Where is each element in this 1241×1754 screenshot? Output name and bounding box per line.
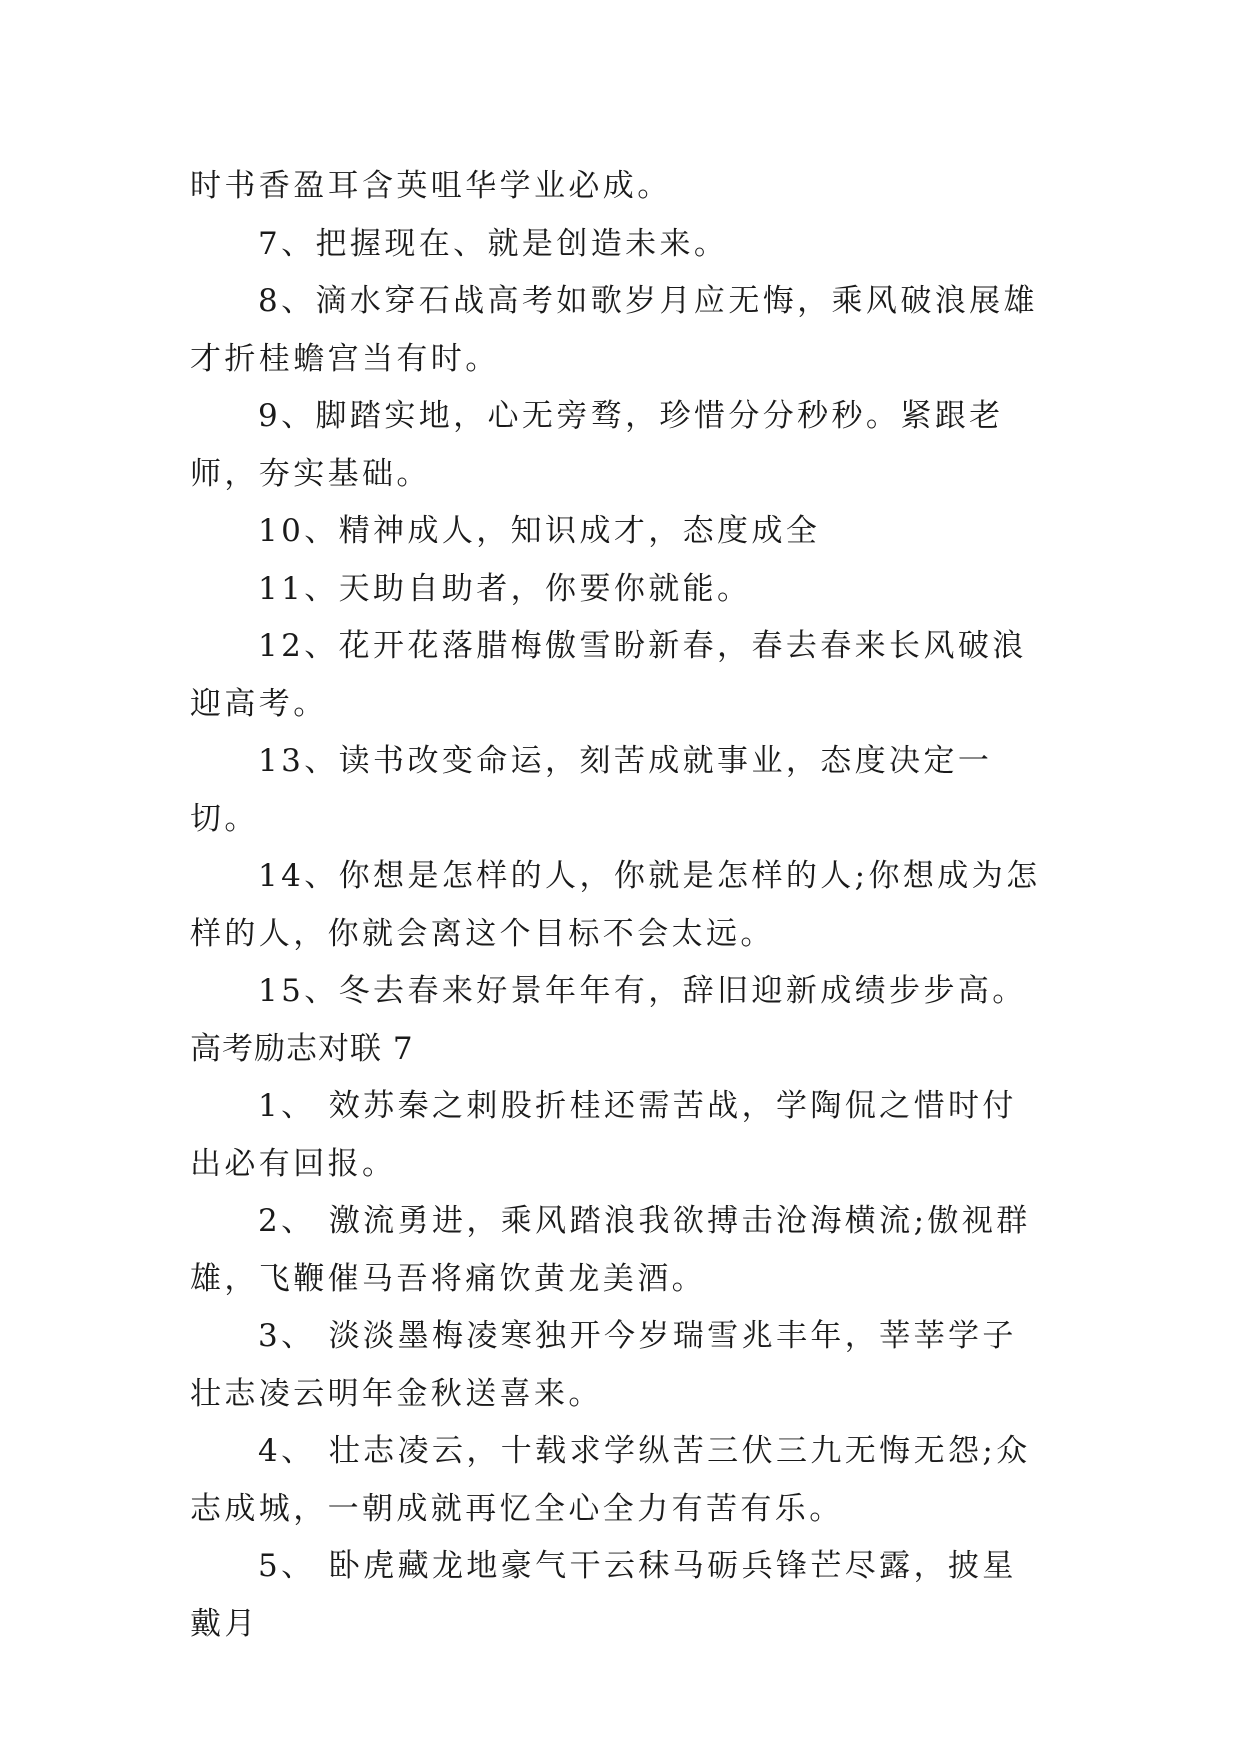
couplet-item-12: 12、花开花落腊梅傲雪盼新春，春去春来长风破浪迎高考。 — [190, 628, 1027, 722]
couplet-item-1: 1、 效苏秦之刺股折桂还需苦战，学陶侃之惜时付出必有回报。 — [190, 1088, 1017, 1182]
couplet-item-10: 10、精神成人，知识成才，态度成全 — [258, 513, 821, 549]
couplet-item-15: 15、冬去春来好景年年有，辞旧迎新成绩步步高。 — [258, 973, 1027, 1009]
couplet-item-4: 4、 壮志凌云，十载求学纵苦三伏三九无悔无怨;众志成城，一朝成就再忆全心全力有苦有乐。 — [190, 1433, 1031, 1527]
couplet-item-13: 13、读书改变命运，刻苦成就事业，态度决定一切。 — [190, 743, 993, 837]
couplet-item-2: 2、 激流勇进，乘风踏浪我欲搏击沧海横流;傲视群雄，飞鞭催马吾将痛饮黄龙美酒。 — [190, 1203, 1031, 1297]
couplet-item-8: 8、滴水穿石战高考如歌岁月应无悔，乘风破浪展雄才折桂蟾宫当有时。 — [190, 283, 1038, 377]
paragraph-continuation: 时书香盈耳含英咀华学业必成。 — [190, 168, 672, 204]
couplet-item-3: 3、 淡淡墨梅凌寒独开今岁瑞雪兆丰年，莘莘学子壮志凌云明年金秋送喜来。 — [190, 1318, 1017, 1412]
couplet-item-9: 9、脚踏实地，心无旁骛，珍惜分分秒秒。紧跟老师，夯实基础。 — [190, 398, 1004, 492]
section-heading: 高考励志对联 7 — [190, 1030, 414, 1067]
couplet-item-11: 11、天助自助者，你要你就能。 — [258, 570, 752, 607]
couplet-item-5: 5、 卧虎藏龙地豪气干云秣马砺兵锋芒尽露，披星戴月 — [190, 1548, 1017, 1642]
couplet-item-7: 7、把握现在、就是创造未来。 — [258, 225, 729, 262]
couplet-item-14: 14、你想是怎样的人，你就是怎样的人;你想成为怎样的人，你就会离这个目标不会太远。 — [190, 858, 1041, 952]
document-body — [190, 158, 1050, 1653]
